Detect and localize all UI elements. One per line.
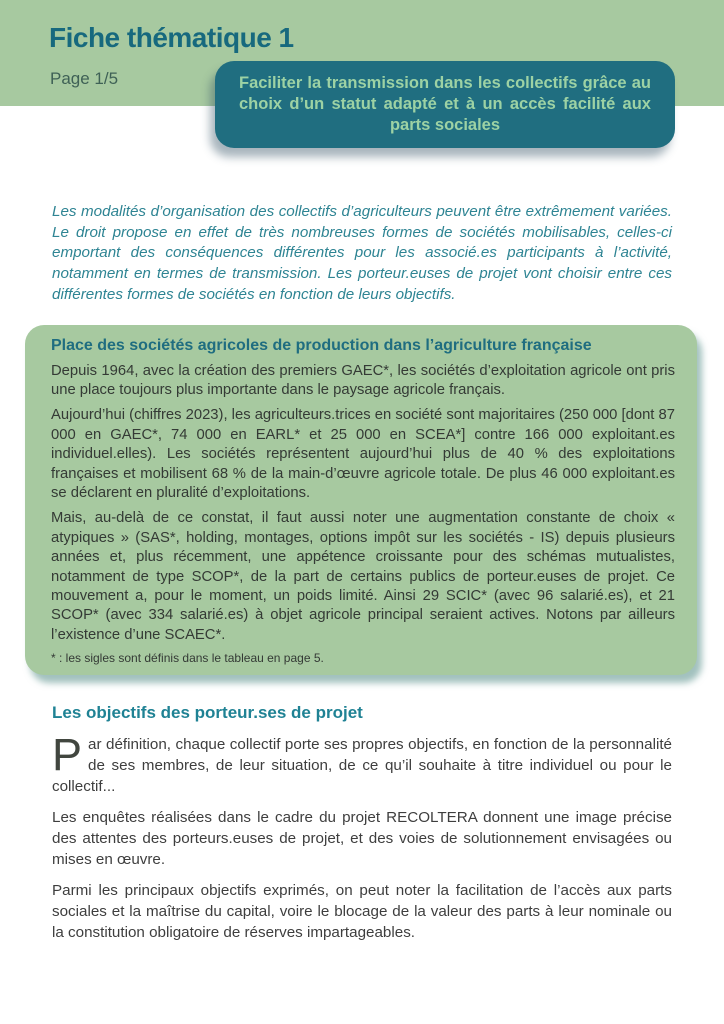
objectives-dropcap-paragraph xyxy=(52,729,672,797)
green-box-heading: Place des sociétés agricoles de production dans l’agriculture française xyxy=(51,336,592,354)
title-banner: Faciliter la transmission dans les collectifs grâce au choix d’un statut adapté et à un accès facilité aux parts sociales xyxy=(215,61,675,148)
objectives-heading: Les objectifs des porteur.ses de projet xyxy=(52,703,363,723)
objectives-paragraph-text: ar définition, chaque collectif porte ses propres objectifs, en fonction de la personnalité de ses membres, de leur situation, de ce qu’il souhaite à titre individuel ou pour le collectif... xyxy=(52,736,672,795)
intro-paragraph: Les modalités d’organisation des collectifs d’agriculteurs peuvent être extrêmement variées. Le droit propose en effet de très nombreuses formes de sociétés mobilisables, celles-ci emportant des conséquences différentes pour les associé.es participants à l’activité, notamment en termes de transmission. Les porteur.euses de projet vont choisir entre ces différentes formes de sociétés en fonction de leurs objectifs. xyxy=(52,203,672,303)
objectives-paragraph: Les enquêtes réalisées dans le cadre du projet RECOLTERA donnent une image précise des attentes des porteurs.euses de projet, et des voies de solutionnement envisagées ou mises en œuvre. xyxy=(52,809,672,868)
page-title: Fiche thématique 1 xyxy=(49,22,294,53)
page-number: Page 1/5 xyxy=(50,69,119,88)
green-box-footnote: * : les sigles sont définis dans le tableau en page 5. xyxy=(51,651,324,666)
green-box-paragraph: Mais, au-delà de ce constat, il faut aussi noter une augmentation constante de choix « atypiques » (SAS*, holding, montages, options impôt sur les sociétés - IS) depuis plusieurs années et, plus récemment, une appétence croissante pour des schémas mutualistes, notamment de type SCOP*, de la part de certains publics de porteur.euses de projet. Ce mouvement a, pour le moment, un poids limité. Ainsi 29 SCIC* (avec 96 salarié.es), et 21 SCOP* (avec 334 salarié.es) à objet agricole principal seraient actives. Notons par ailleurs l’existence d’une SCAEC*. xyxy=(51,510,675,643)
drop-cap-letter: P xyxy=(52,729,83,781)
header-band xyxy=(0,0,724,134)
green-info-box xyxy=(25,325,697,676)
objectives-section xyxy=(52,703,672,943)
objectives-paragraph: Parmi les principaux objectifs exprimés, on peut noter la facilitation de l’accès aux parts sociales et la maîtrise du capital, voire le blocage de la valeur des parts à leur nominale ou la constitution obligatoire de réserves impartageables. xyxy=(52,882,672,941)
green-box-paragraph: Depuis 1964, avec la création des premiers GAEC*, les sociétés d’exploitation agricole ont pris une place toujours plus importante dans le paysage agricole français. xyxy=(51,362,675,398)
green-box-paragraph: Aujourd’hui (chiffres 2023), les agriculteurs.trices en société sont majoritaires (250 000 [dont 87 000 en GAEC*, 74 000 en EARL* et 25 000 en SCEA*] contre 166 000 exploitant.es individuel.elles). Les sociétés représentent aujourd’hui plus de 40 % des exploitations françaises et mobilisent 68 % de la main-d’œuvre agricole totale. De plus 46 000 exploitant.es se déclarent en pluralité d’exploitations. xyxy=(51,407,675,501)
